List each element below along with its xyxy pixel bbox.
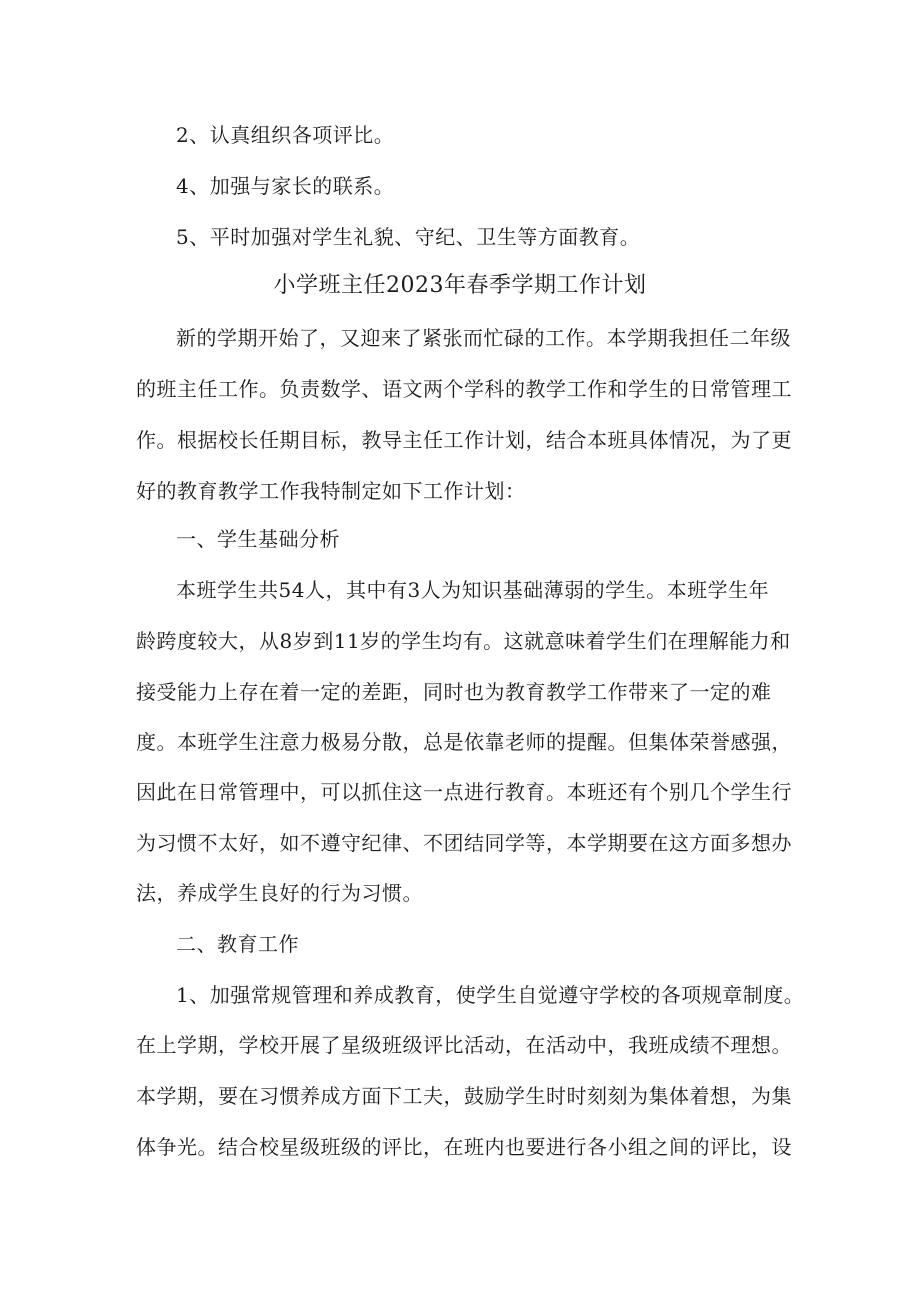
paragraph-line: 法，养成学生良好的行为习惯。: [136, 881, 423, 905]
paragraph-line: 为习惯不太好，如不遵守纪律、不团结同学等，本学期要在这方面多想办: [136, 831, 792, 855]
paragraph-line: 在上学期，学校开展了星级班级评比活动，在活动中，我班成绩不理想。: [136, 1033, 792, 1057]
paragraph-line: 的班主任工作。负责数学、语文两个学科的教学工作和学生的日常管理工: [136, 377, 792, 401]
section-heading: 一、学生基础分析: [176, 527, 340, 551]
paragraph-line: 体争光。结合校星级班级的评比，在班内也要进行各小组之间的评比，设: [136, 1135, 792, 1159]
paragraph-line: 接受能力上存在着一定的差距，同时也为教育教学工作带来了一定的难: [136, 680, 772, 704]
paragraph-line: 龄跨度较大，从8岁到11岁的学生均有。这就意味着学生们在理解能力和: [136, 629, 791, 653]
paragraph-line: 好的教育教学工作我特制定如下工作计划：: [136, 479, 526, 503]
paragraph-line: 度。本班学生注意力极易分散，总是依靠老师的提醒。但集体荣誉感强，: [136, 730, 792, 754]
list-item: 5、平时加强对学生礼貌、守纪、卫生等方面教育。: [176, 225, 641, 249]
paragraph-line: 本班学生共54人，其中有3人为知识基础薄弱的学生。本班学生年: [176, 578, 770, 602]
section-heading: 二、教育工作: [176, 932, 299, 956]
list-item: 4、加强与家长的联系。: [176, 174, 395, 198]
paragraph-line: 新的学期开始了，又迎来了紧张而忙碌的工作。本学期我担任二年级: [176, 326, 791, 350]
paragraph-line: 1、加强常规管理和养成教育，使学生自觉遵守学校的各项规章制度。: [176, 983, 805, 1007]
list-item: 2、认真组织各项评比。: [176, 123, 395, 147]
paragraph-line: 作。根据校长任期目标，教导主任工作计划，结合本班具体情况，为了更: [136, 428, 792, 452]
paragraph-line: 因此在日常管理中，可以抓住这一点进行教育。本班还有个别几个学生行: [136, 780, 792, 804]
document-title: 小学班主任2023年春季学期工作计划: [273, 273, 647, 298]
paragraph-line: 本学期，要在习惯养成方面下工夫，鼓励学生时时刻刻为集体着想，为集: [136, 1084, 792, 1108]
